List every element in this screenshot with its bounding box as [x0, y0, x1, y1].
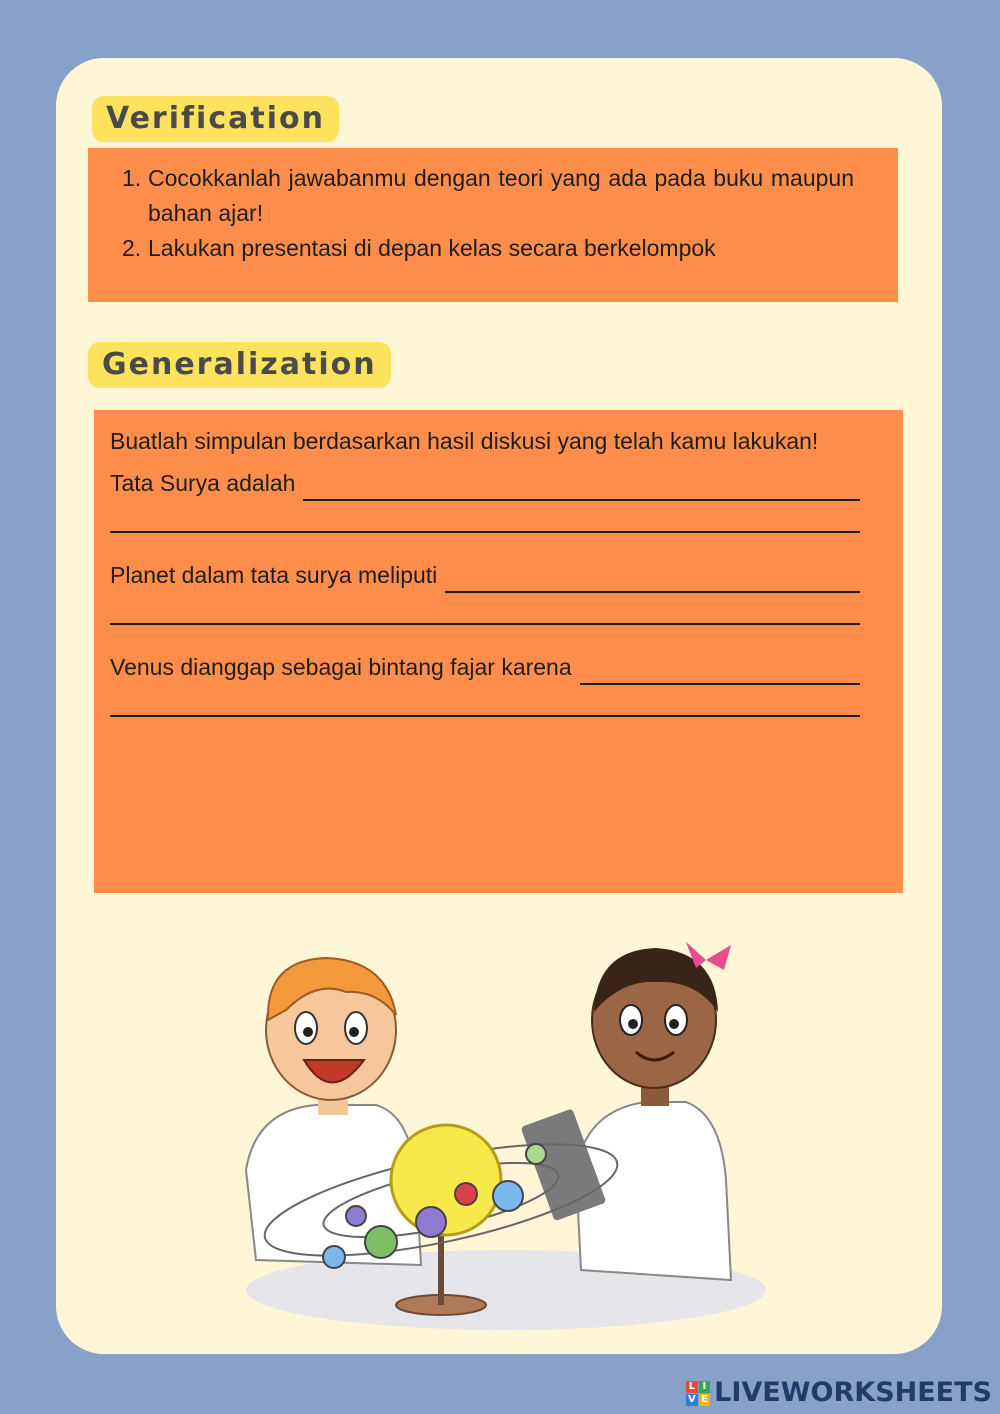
answer-line[interactable]: [110, 501, 860, 533]
brand-name[interactable]: LIVEWORKSHEETS: [714, 1377, 992, 1408]
generalization-box: [94, 410, 903, 893]
answer-line[interactable]: [110, 593, 860, 625]
prompt-label: Planet dalam tata surya meliputi: [110, 562, 438, 588]
list-item: 1. Cocokkanlah jawabanmu dengan teori yang ada pada buku maupun bahan ajar!: [122, 165, 854, 226]
prompt-row-planet: [110, 555, 860, 593]
verification-list: [122, 161, 854, 266]
verification-box: [88, 148, 898, 302]
kids-solar-system-illustration: [226, 920, 786, 1330]
prompt-label: Venus dianggap sebagai bintang fajar karena: [110, 654, 572, 680]
prompt-row-venus: [110, 647, 860, 685]
verification-heading: Verification: [92, 96, 339, 142]
answer-blank[interactable]: [303, 473, 860, 501]
liveworksheets-brand: [686, 1377, 992, 1408]
generalization-heading: Generalization: [88, 342, 391, 388]
answer-blank[interactable]: [445, 565, 860, 593]
answer-blank[interactable]: [580, 657, 860, 685]
boy-figure: [246, 958, 421, 1265]
prompt-label: Tata Surya adalah: [110, 470, 296, 496]
generalization-instruction: Buatlah simpulan berdasarkan hasil diskusi yang telah kamu lakukan!: [110, 428, 819, 454]
girl-figure: [521, 942, 731, 1280]
prompt-row-tata-surya: [110, 463, 860, 501]
list-item: 2. Lakukan presentasi di depan kelas secara berkelompok: [122, 235, 716, 261]
liveworksheets-logo-icon: L I V E: [686, 1381, 710, 1405]
answer-line[interactable]: [110, 685, 860, 717]
